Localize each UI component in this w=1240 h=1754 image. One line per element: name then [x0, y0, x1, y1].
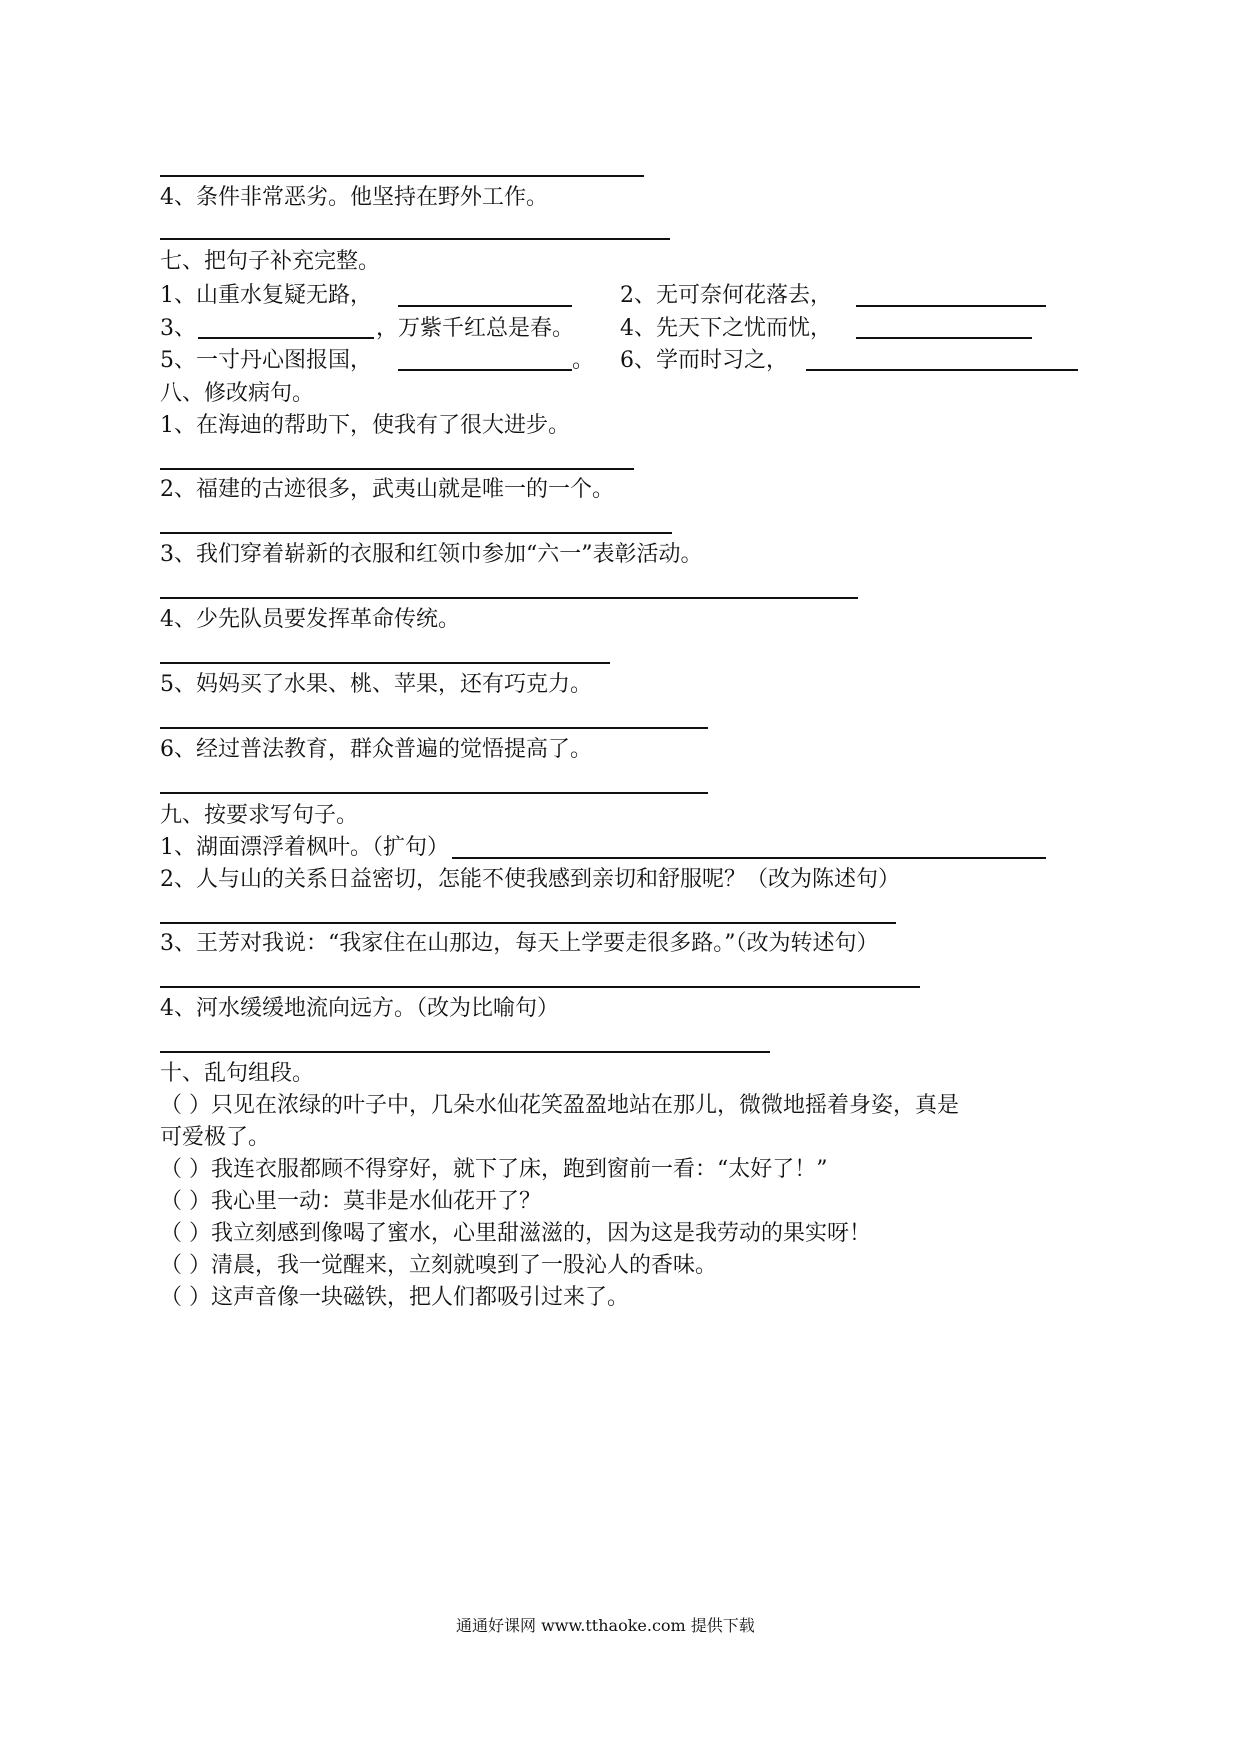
exercise-item: ，万紫千红总是春。: [376, 316, 575, 341]
exercise-item: 1、在海迪的帮助下，使我有了很大进步。: [160, 413, 570, 438]
section-title: 九、按要求写句子。: [160, 803, 359, 828]
exercise-item: 5、一寸丹心图报国，: [160, 348, 372, 373]
answer-line[interactable]: [160, 175, 644, 177]
ordering-item: （ ）我连衣服都顾不得穿好，就下了床，跑到窗前一看：“太好了！”: [160, 1157, 828, 1182]
exercise-item: 4、河水缓缓地流向远方。（改为比喻句）: [160, 996, 559, 1021]
ordering-item: （ ）我心里一动：莫非是水仙花开了？: [160, 1189, 541, 1214]
ordering-item: （ ）这声音像一块磁铁，把人们都吸引过来了。: [160, 1285, 629, 1310]
exercise-item: 6、学而时习之，: [620, 348, 788, 373]
page-footer: 通通好课网 www.tthaoke.com 提供下载: [456, 1616, 755, 1635]
exercise-item: 1、湖面漂浮着枫叶。（扩句）: [160, 835, 449, 860]
exercise-item: 2、人与山的关系日益密切，怎能不使我感到亲切和舒服呢？（改为陈述句）: [160, 867, 900, 892]
section-title: 七、把句子补充完整。: [160, 249, 381, 274]
exercise-item: 2、福建的古迹很多，武夷山就是唯一的一个。: [160, 477, 614, 502]
answer-line[interactable]: [160, 986, 920, 988]
answer-line[interactable]: [160, 727, 708, 729]
exercise-item: 4、条件非常恶劣。他坚持在野外工作。: [160, 185, 548, 210]
exercise-item: 4、少先队员要发挥革命传统。: [160, 607, 460, 632]
exercise-item: 4、先天下之忧而忧，: [620, 316, 832, 341]
punctuation: 。: [572, 348, 595, 373]
exercise-item: 5、妈妈买了水果、桃、苹果，还有巧克力。: [160, 672, 592, 697]
exercise-item: 3、我们穿着崭新的衣服和红领巾参加“六一”表彰活动。: [160, 542, 703, 567]
answer-line[interactable]: [160, 792, 708, 794]
section-title: 十、乱句组段。: [160, 1061, 315, 1086]
answer-line[interactable]: [160, 238, 670, 240]
answer-line[interactable]: [160, 1051, 770, 1053]
answer-line[interactable]: [160, 532, 672, 534]
answer-line[interactable]: [160, 468, 634, 470]
fill-blank[interactable]: [198, 337, 374, 339]
exercise-item: 3、: [160, 316, 196, 341]
ordering-item: （ ）我立刻感到像喝了蜜水，心里甜滋滋的，因为这是我劳动的果实呀！: [160, 1221, 871, 1246]
section-title: 八、修改病句。: [160, 381, 315, 406]
fill-blank[interactable]: [398, 369, 572, 371]
ordering-item-continuation: 可爱极了。: [160, 1125, 271, 1150]
answer-line[interactable]: [160, 597, 858, 599]
exercise-item: 1、山重水复疑无路，: [160, 283, 372, 308]
answer-line[interactable]: [452, 857, 1046, 859]
fill-blank[interactable]: [856, 305, 1046, 307]
ordering-item: （ ）清晨，我一觉醒来，立刻就嗅到了一股沁人的香味。: [160, 1253, 717, 1278]
answer-line[interactable]: [160, 662, 610, 664]
exercise-item: 2、无可奈何花落去，: [620, 283, 832, 308]
answer-line[interactable]: [160, 922, 896, 924]
fill-blank[interactable]: [398, 305, 572, 307]
exercise-item: 6、经过普法教育，群众普遍的觉悟提高了。: [160, 737, 592, 762]
fill-blank[interactable]: [806, 369, 1078, 371]
fill-blank[interactable]: [856, 337, 1032, 339]
exercise-item: 3、王芳对我说：“我家住在山那边，每天上学要走很多路。”（改为转述句）: [160, 931, 879, 956]
ordering-item: （ ）只见在浓绿的叶子中，几朵水仙花笑盈盈地站在那儿，微微地摇着身姿，真是: [160, 1093, 959, 1118]
